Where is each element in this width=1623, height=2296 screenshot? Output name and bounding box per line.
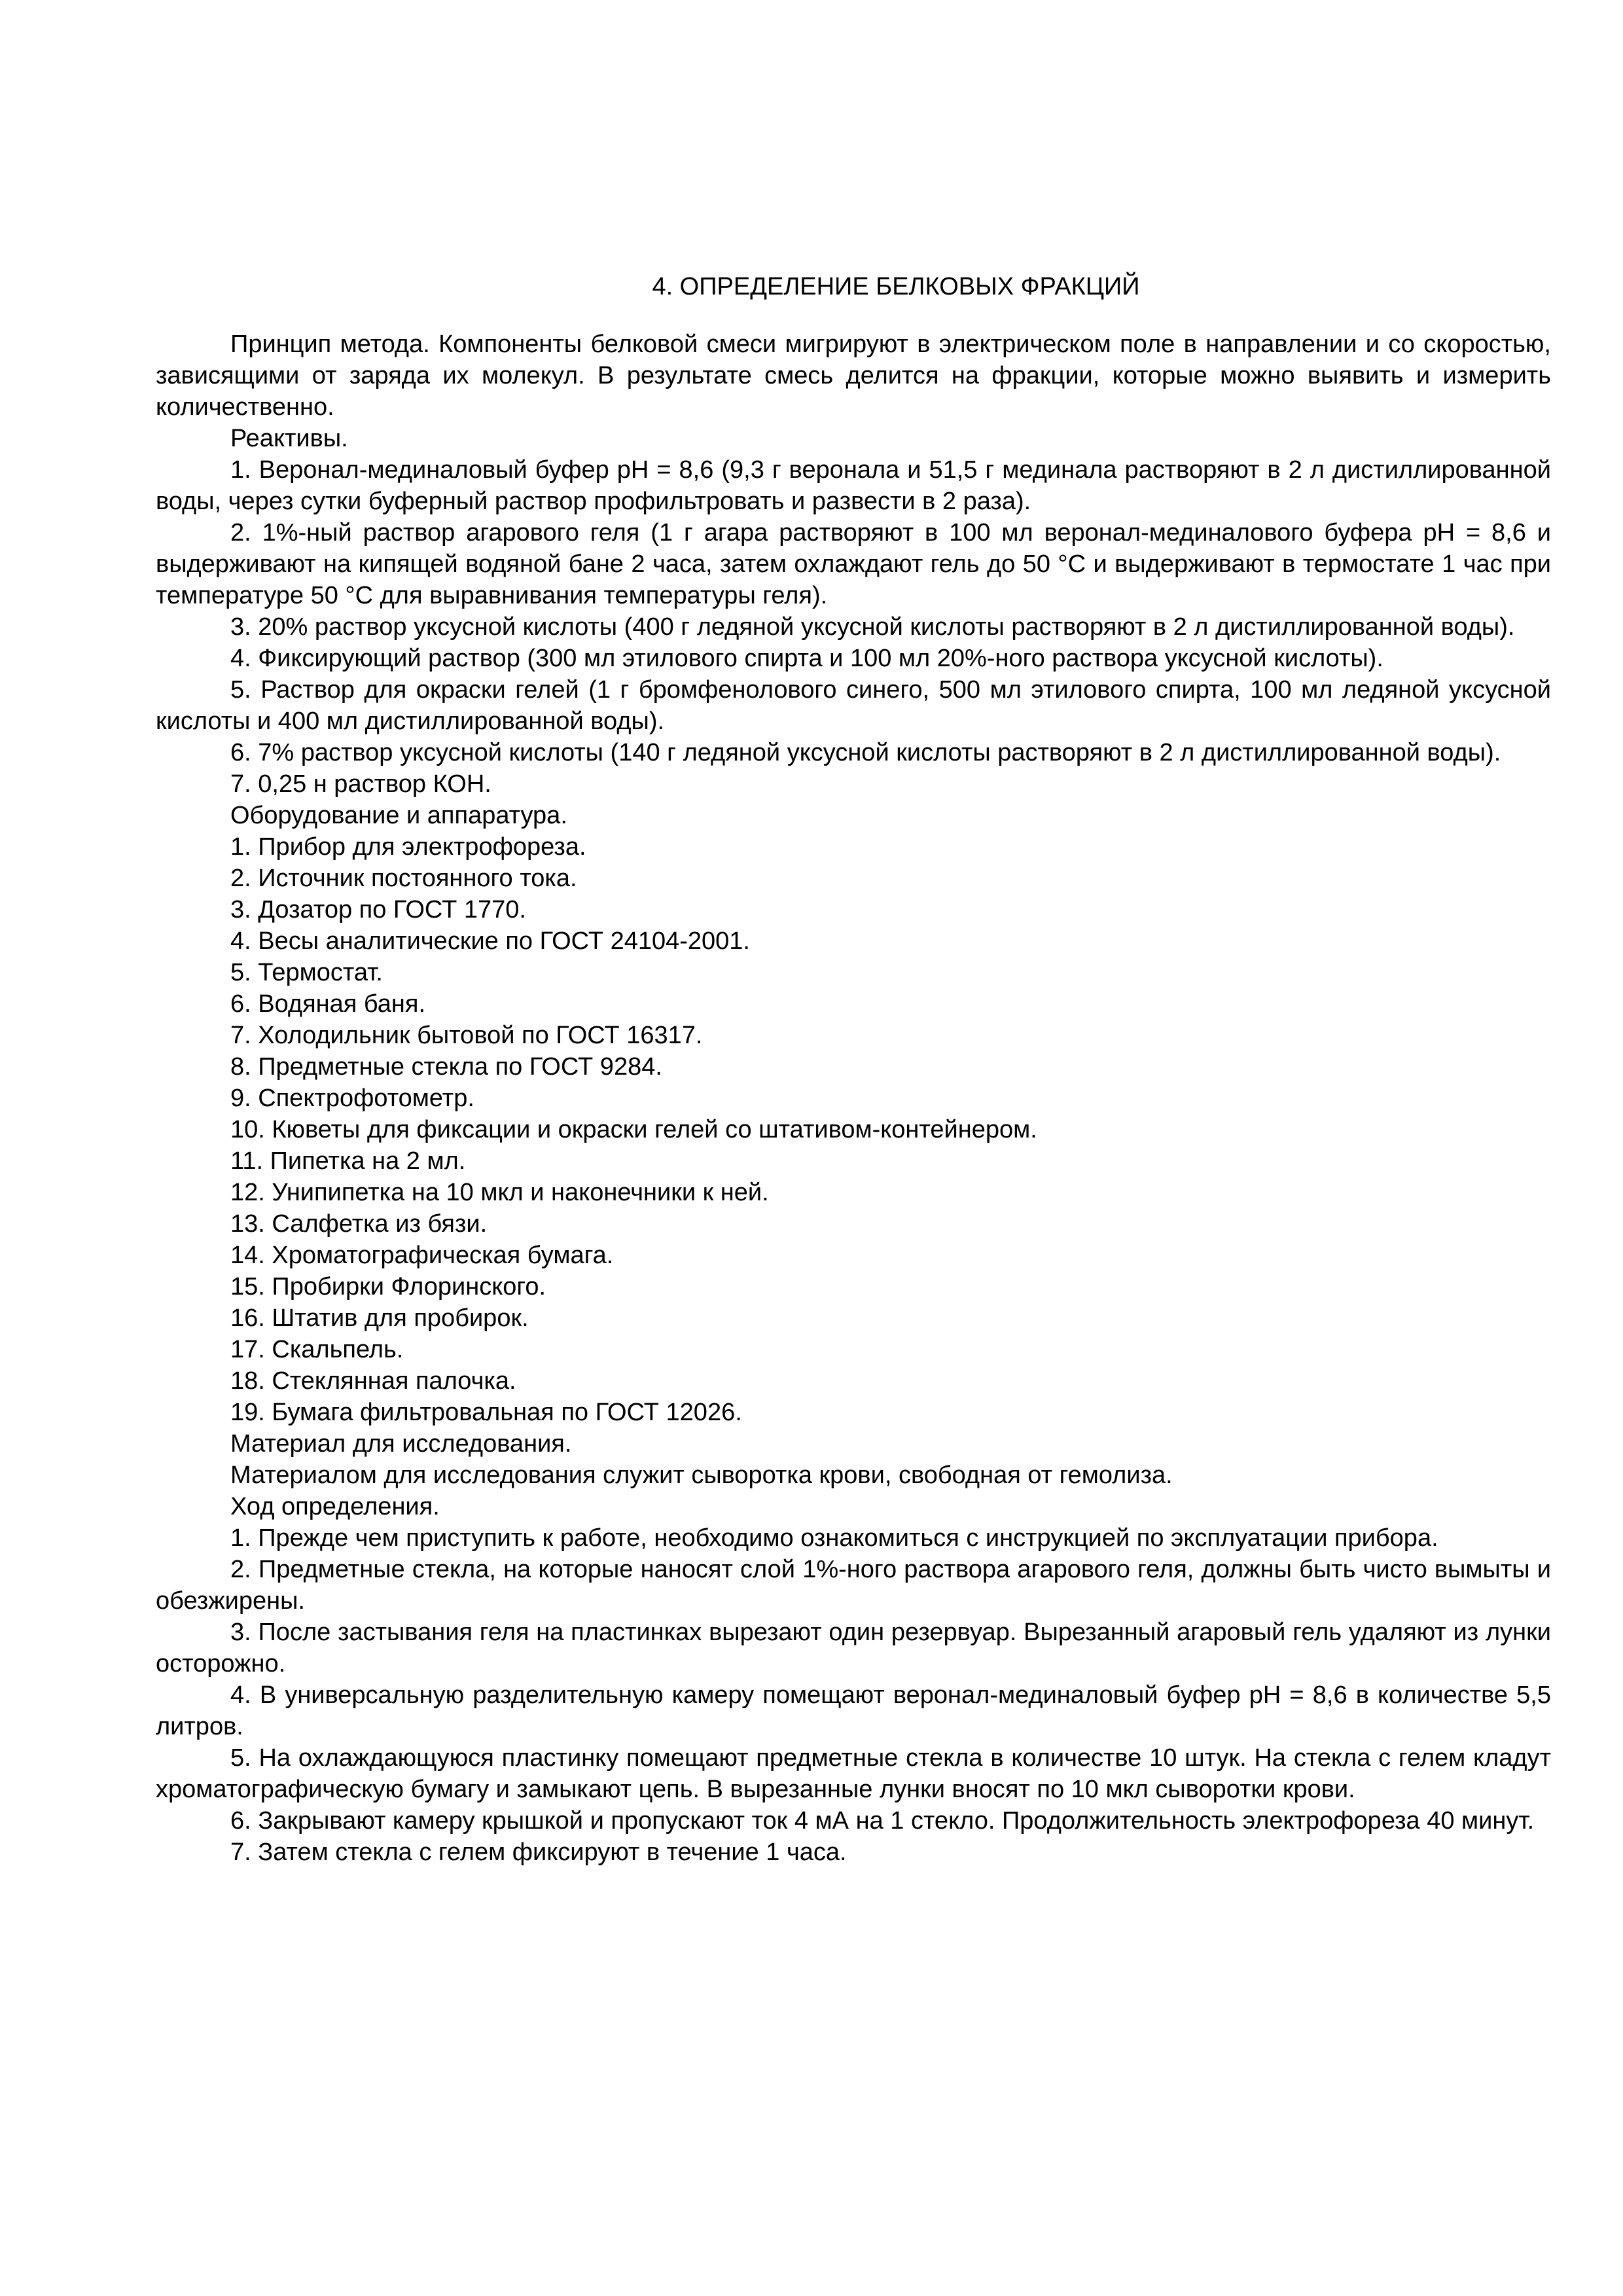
reagent-item: 6. 7% раствор уксусной кислоты (140 г ледяной уксусной кислоты растворяют в 2 л дистиллированной воды). — [230, 739, 1501, 766]
equipment-item: 16. Штатив для пробирок. — [230, 1304, 529, 1332]
document-body — [156, 271, 1551, 1868]
procedure-list — [156, 1522, 1551, 1868]
equipment-item: 14. Хроматографическая бумага. — [230, 1242, 614, 1269]
procedure-step: 1. Прежде чем приступить к работе, необходимо ознакомиться с инструкцией по эксплуатации прибора. — [230, 1524, 1438, 1552]
equipment-heading: Оборудование и аппаратура. — [230, 802, 567, 829]
procedure-step: 6. Закрывают камеру крышкой и пропускают ток 4 мА на 1 стекло. Продолжительность электрофореза 40 минут. — [230, 1807, 1535, 1835]
equipment-item: 10. Кюветы для фиксации и окраски гелей со штативом-контейнером. — [230, 1116, 1037, 1143]
equipment-item: 4. Весы аналитические по ГОСТ 24104-2001. — [230, 927, 750, 955]
equipment-item: 17. Скальпель. — [230, 1336, 404, 1363]
reagent-item: 7. 0,25 н раствор КОН. — [230, 770, 491, 798]
reagent-item: 3. 20% раствор уксусной кислоты (400 г ледяной уксусной кислоты растворяют в 2 л дистиллированной воды). — [230, 613, 1515, 641]
reagent-item: 5. Раствор для окраски гелей (1 г бромфенолового синего, 500 мл этилового спирта, 100 мл ледяной уксусной кислоты и 400 мл дистиллированной воды). — [156, 676, 1551, 735]
reagents-list — [156, 454, 1551, 800]
material-text: Материалом для исследования служит сыворотка крови, свободная от гемолиза. — [230, 1462, 1173, 1489]
equipment-item: 2. Источник постоянного тока. — [230, 865, 577, 892]
procedure-step: 3. После застывания геля на пластинках вырезают один резервуар. Вырезанный агаровый гель удаляют из лунки осторожно. — [156, 1619, 1551, 1677]
equipment-list — [156, 831, 1551, 1428]
equipment-item: 3. Дозатор по ГОСТ 1770. — [230, 896, 526, 924]
equipment-item: 18. Стеклянная палочка. — [230, 1367, 516, 1395]
procedure-step: 5. На охлаждающуюся пластинку помещают предметные стекла в количестве 10 штук. На стекла с гелем кладут хроматографическую бумагу и замыкают цепь. В вырезанные лунки вносят по 10 мкл сыворотки крови. — [156, 1744, 1551, 1803]
equipment-item: 11. Пипетка на 2 мл. — [230, 1147, 466, 1175]
equipment-item: 19. Бумага фильтровальная по ГОСТ 12026. — [230, 1399, 742, 1426]
equipment-item: 9. Спектрофотометр. — [230, 1085, 474, 1112]
section-title: 4. ОПРЕДЕЛЕНИЕ БЕЛКОВЫХ ФРАКЦИЙ — [652, 273, 1140, 300]
reagent-item: 2. 1%-ный раствор агарового геля (1 г агара растворяют в 100 мл веронал-мединалового буфера pH = 8,6 и выдерживают на кипящей водяной бане 2 часа, затем охлаждают гель до 50 °C и выдерживают в термостате 1 час при температуре 50 °C для выравнивания температуры геля). — [156, 519, 1551, 609]
reagent-item: 1. Веронал-мединаловый буфер pH = 8,6 (9,3 г веронала и 51,5 г мединала растворяют в 2 л дистиллированной воды, через сутки буферный раствор профильтровать и развести в 2 раза). — [156, 456, 1551, 515]
equipment-item: 13. Салфетка из бязи. — [230, 1210, 488, 1238]
equipment-item: 8. Предметные стекла по ГОСТ 9284. — [230, 1053, 662, 1081]
procedure-step: 4. В универсальную разделительную камеру помещают веронал-мединаловый буфер pH = 8,6 в количестве 5,5 литров. — [156, 1681, 1551, 1740]
reagents-heading: Реактивы. — [230, 425, 348, 452]
material-heading: Материал для исследования. — [230, 1430, 572, 1458]
procedure-step: 7. Затем стекла с гелем фиксируют в течение 1 часа. — [230, 1839, 847, 1866]
procedure-heading: Ход определения. — [230, 1493, 440, 1520]
procedure-step: 2. Предметные стекла, на которые наносят слой 1%-ного раствора агарового геля, должны быть чисто вымыты и обезжирены. — [156, 1556, 1551, 1615]
equipment-item: 12. Унипипетка на 10 мкл и наконечники к ней. — [230, 1179, 769, 1206]
equipment-item: 5. Термостат. — [230, 959, 383, 986]
equipment-item: 15. Пробирки Флоринского. — [230, 1273, 546, 1300]
equipment-item: 1. Прибор для электрофореза. — [230, 833, 586, 861]
reagent-item: 4. Фиксирующий раствор (300 мл этилового спирта и 100 мл 20%-ного раствора уксусной кислоты). — [230, 645, 1383, 672]
equipment-item: 6. Водяная баня. — [230, 990, 426, 1018]
method-principle: Принцип метода. Компоненты белковой смеси мигрируют в электрическом поле в направлении и со скоростью, зависящими от заряда их молекул. В результате смесь делится на фракции, которые можно выявить и измерить количественно. — [156, 331, 1551, 421]
equipment-item: 7. Холодильник бытовой по ГОСТ 16317. — [230, 1022, 703, 1049]
